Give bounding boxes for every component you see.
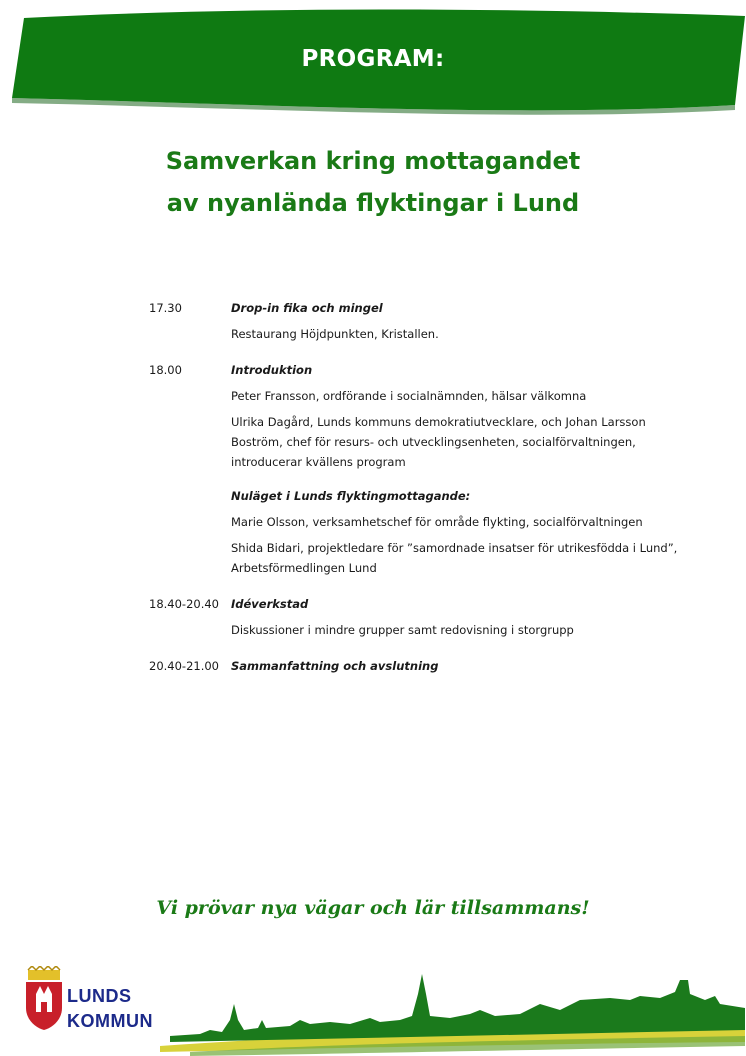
title-line-1: Samverkan kring mottagandet [165, 147, 581, 175]
slogan: Vi prövar nya vägar och lär tillsammans! [156, 897, 590, 919]
logo-wordmark [67, 984, 153, 1034]
schedule-detail: Shida Bidari, projektledare för ”samordnade insatser för utrikesfödda i Lund”, Arbetsförmedlingen Lund [231, 541, 678, 575]
schedule-subtopic: Nuläget i Lunds flyktingmottagande: [231, 489, 471, 503]
schedule-time: 20.40-21.00 [149, 659, 219, 673]
schedule-detail: Restaurang Höjdpunkten, Kristallen. [231, 327, 439, 341]
schedule-item [149, 656, 679, 676]
title-line-2: av nyanlända flyktingar i Lund [166, 189, 580, 217]
schedule-detail: Peter Fransson, ordförande i socialnämnden, hälsar välkomna [231, 389, 587, 403]
schedule-item [149, 298, 679, 344]
schedule-detail: Marie Olsson, verksamhetschef för område flykting, socialförvaltningen [231, 515, 643, 529]
schedule-detail: Ulrika Dagård, Lunds kommuns demokratiutvecklare, och Johan Larsson Boström, chef för resurs- och utvecklingsenheten, socialförvaltningen, introducerar kvällens program [231, 415, 646, 469]
schedule-item [149, 594, 679, 640]
schedule-time: 17.30 [149, 301, 182, 315]
logo-line-2: KOMMUN [67, 1011, 153, 1031]
schedule-topic: Sammanfattning och avslutning [231, 659, 439, 673]
schedule-detail: Diskussioner i mindre grupper samt redovisning i storgrupp [231, 623, 574, 637]
schedule-topic: Introduktion [231, 363, 313, 377]
schedule-topic: Drop-in fika och mingel [231, 301, 383, 315]
lund-coat-of-arms-icon [24, 966, 64, 1032]
program-schedule [149, 298, 679, 676]
schedule-time: 18.40-20.40 [149, 597, 219, 611]
schedule-time: 18.00 [149, 363, 182, 377]
schedule-topic: Idéverkstad [231, 597, 309, 611]
logo-line-1: LUNDS [67, 986, 132, 1006]
schedule-item [149, 360, 679, 578]
page-title [0, 140, 746, 224]
banner-title: PROGRAM: [301, 46, 445, 72]
